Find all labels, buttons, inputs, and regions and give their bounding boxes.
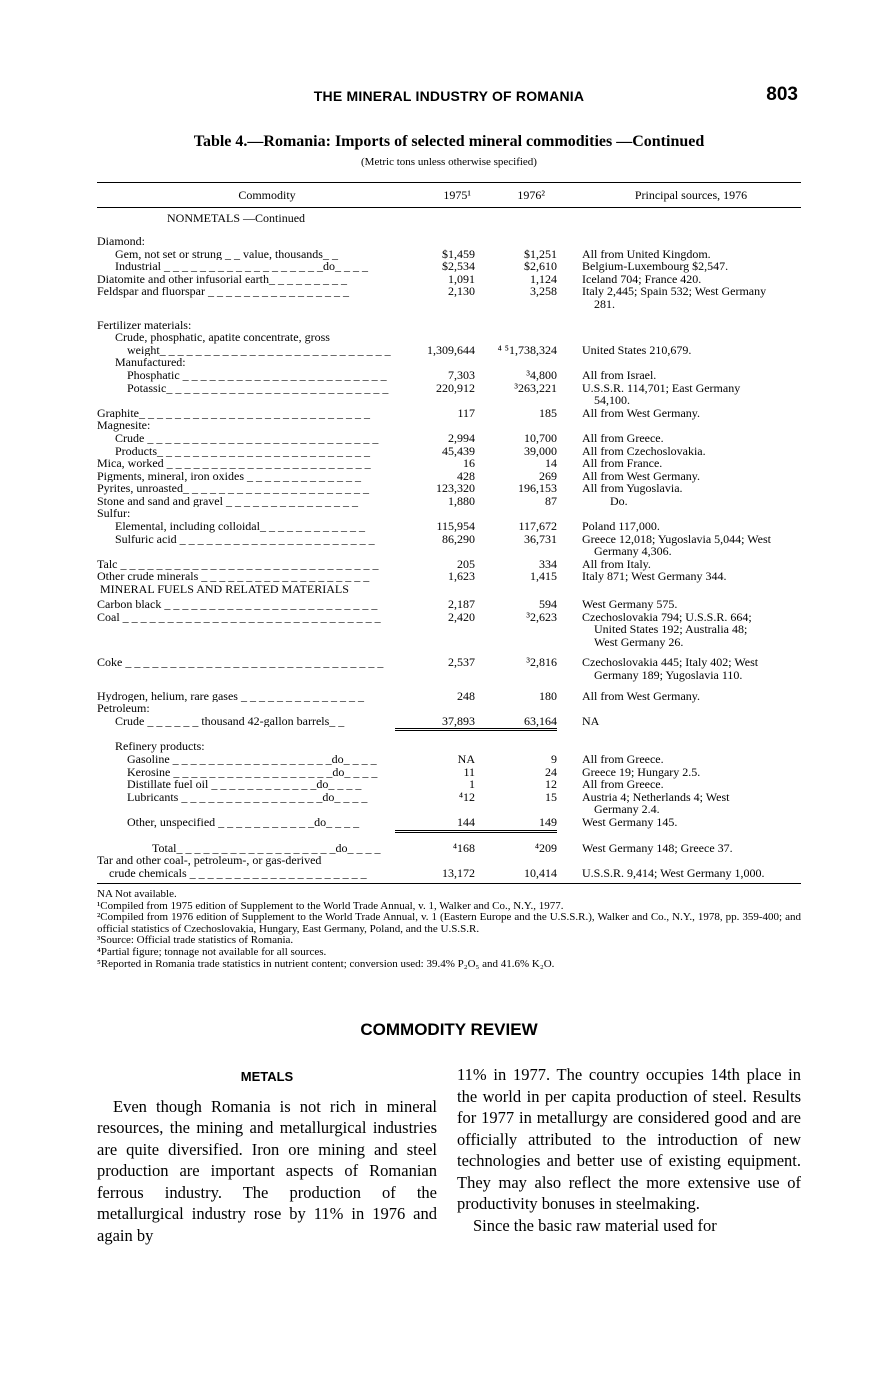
value-1975: 7,303	[448, 367, 475, 382]
commodity-label: Carbon black _ _ _ _ _ _ _ _ _ _ _ _ _ _ _ _ _ _ _ _ _ _ _ _	[97, 598, 378, 611]
value-1975: 45,439	[442, 443, 475, 458]
table-row	[97, 235, 801, 248]
footnote: ³Source: Official trade statistics of Romania.	[97, 934, 294, 947]
running-title: THE MINERAL INDUSTRY OF ROMANIA	[313, 88, 585, 104]
source-line: Italy 871; West Germany 344.	[582, 569, 727, 584]
principal-sources	[582, 495, 829, 508]
source-line: All from Greece.	[582, 777, 664, 792]
value-1976: 1,415	[530, 569, 557, 584]
commodity-label: Distillate fuel oil _ _ _ _ _ _ _ _ _ _ _ _do_ _ _ _	[127, 778, 362, 791]
commodity-label: Other, unspecified _ _ _ _ _ _ _ _ _ _ _do_ _ _ _	[127, 815, 360, 829]
section-heading-row	[97, 583, 801, 598]
commodity-review-heading: COMMODITY REVIEW	[360, 1020, 538, 1039]
principal-sources	[582, 344, 801, 357]
value-1975: 1,309,644	[427, 342, 475, 357]
value-1976: 180	[539, 688, 557, 703]
page-number: 803	[766, 84, 798, 105]
source-line: All from Israel.	[582, 367, 657, 382]
value-1975: 37,893	[442, 713, 475, 728]
value-1976: 9	[551, 751, 557, 766]
value-1976: 1,124	[530, 271, 557, 286]
table-row	[97, 854, 801, 867]
source-line: Austria 4; Netherlands 4; West	[582, 789, 730, 804]
value-1975: ⁴168	[452, 840, 475, 855]
commodity-label: Feldspar and fluorspar _ _ _ _ _ _ _ _ _ _ _ _ _ _ _ _	[97, 285, 349, 298]
commodity-label: Sulfur:	[97, 507, 131, 521]
raw-material-paragraph: Since the basic raw material used for	[473, 1215, 717, 1235]
principal-sources	[582, 778, 801, 791]
commodity-label: Elemental, including colloidal_ _ _ _ _ _ _ _ _ _ _ _	[115, 520, 365, 533]
value-1975: 220,912	[436, 380, 475, 395]
footnote: ²Compiled from 1976 edition of Supplement to the World Trade Annual, v. 1 (Eastern Europe and the U.S.S.R.), Walker and Co., N.Y., 1978, pp. 359-400; and official statistics of Czechoslovakia, Hungary, East Germany, Poland, and the U.S.S.R.	[97, 911, 801, 935]
commodity-label: Coal _ _ _ _ _ _ _ _ _ _ _ _ _ _ _ _ _ _ _ _ _ _ _ _ _ _ _ _ _	[97, 610, 381, 624]
section-label: MINERAL FUELS AND RELATED MATERIALS	[100, 583, 349, 596]
value-1975: 115,954	[436, 519, 475, 534]
column-header-1975: 1975¹	[443, 188, 471, 202]
value-1975: 1,623	[448, 569, 475, 584]
value-1976: 14	[545, 456, 557, 471]
table-footnotes	[97, 889, 801, 970]
value-1976: 36,731	[524, 531, 557, 546]
principal-sources	[582, 533, 801, 558]
source-line: Poland 117,000.	[582, 519, 660, 534]
value-1976: 594	[539, 597, 557, 612]
table-row	[97, 445, 801, 458]
source-line: Czechoslovakia 445; Italy 402; West	[582, 655, 759, 670]
principal-sources	[582, 791, 801, 816]
source-line: West Germany 148; Greece 37.	[582, 840, 733, 855]
value-1975: ⁴12	[458, 789, 475, 804]
commodity-label: Refinery products:	[115, 740, 205, 753]
column-header-sources: Principal sources, 1976	[634, 188, 748, 202]
value-1975: 428	[457, 468, 475, 483]
source-line: All from Yugoslavia.	[582, 481, 683, 496]
table-row	[97, 867, 801, 880]
principal-sources	[582, 611, 801, 649]
principal-sources	[582, 690, 801, 703]
value-1975: 86,290	[442, 531, 475, 546]
text-column-right	[457, 1064, 801, 1236]
table-row	[97, 495, 801, 508]
value-1976: 10,414	[524, 865, 557, 880]
value-1976: ³263,221	[514, 380, 557, 395]
value-1976: 15	[545, 789, 557, 804]
spacer-row	[97, 227, 801, 235]
table-row	[97, 319, 801, 332]
principal-sources	[582, 432, 801, 445]
table-row	[97, 457, 801, 470]
principal-sources	[582, 570, 801, 583]
section-heading-row	[97, 212, 801, 227]
table-row	[97, 753, 801, 766]
table-row	[97, 344, 801, 357]
value-1975: 144	[457, 814, 475, 829]
table-row	[97, 331, 801, 344]
principal-sources	[582, 715, 801, 728]
footnote: ⁵Reported in Romania trade statistics in nutrient content; conversion used: 39.4% P₂O₅ and 41.6% K₂O.	[97, 957, 555, 970]
table-row	[97, 598, 801, 611]
commodity-label: Diamond:	[97, 235, 145, 248]
subtotal-rule-line	[395, 830, 557, 831]
table-row	[97, 702, 801, 715]
column-header-1976: 1976²	[517, 188, 545, 202]
commodity-label: Products_ _ _ _ _ _ _ _ _ _ _ _ _ _ _ _ _ _ _ _ _ _ _ _	[115, 444, 370, 458]
source-line: West Germany 26.	[594, 634, 684, 649]
table-row	[97, 520, 801, 533]
source-line: All from West Germany.	[582, 405, 701, 420]
source-line: West Germany 575.	[582, 597, 678, 612]
value-1975: 2,994	[448, 430, 475, 445]
source-line: All from Greece.	[582, 430, 664, 445]
principal-sources	[582, 382, 801, 407]
table-row	[97, 482, 801, 495]
source-line: All from Greece.	[582, 751, 664, 766]
principal-sources	[582, 867, 801, 880]
source-line: Do.	[610, 493, 628, 508]
value-1975: 11	[463, 764, 475, 779]
commodity-label: Potassic_ _ _ _ _ _ _ _ _ _ _ _ _ _ _ _ _ _ _ _ _ _ _ _ _	[127, 381, 389, 395]
value-1975: 2,187	[448, 597, 475, 612]
value-1976: ⁴ ⁵1,738,324	[497, 342, 557, 357]
value-1976: 3,258	[530, 284, 557, 299]
table-row	[97, 382, 801, 407]
value-1976: ³4,800	[526, 367, 557, 382]
value-1975: 2,130	[448, 284, 475, 299]
value-1976: 39,000	[524, 443, 557, 458]
table-subtitle: (Metric tons unless otherwise specified)	[361, 156, 537, 168]
commodity-label: Lubricants _ _ _ _ _ _ _ _ _ _ _ _ _ _ _ _do_ _ _ _	[127, 790, 368, 804]
value-1976: 12	[545, 777, 557, 792]
value-1976: 87	[545, 493, 557, 508]
value-1975: 1,091	[448, 271, 475, 286]
principal-sources	[582, 482, 801, 495]
column-header-commodity: Commodity	[238, 188, 296, 202]
imports-table	[97, 182, 801, 884]
source-line: West Germany 145.	[582, 814, 678, 829]
table-row	[97, 656, 801, 681]
value-1976: $2,610	[524, 259, 557, 274]
value-1976: 185	[539, 405, 557, 420]
table-row	[97, 791, 801, 816]
value-1976: 334	[539, 556, 557, 571]
subtotal-rule-line	[395, 730, 557, 731]
value-1975: $1,459	[442, 246, 475, 261]
source-line: United States 210,679.	[582, 342, 692, 357]
table-row	[97, 816, 801, 829]
value-1975: 2,420	[448, 609, 475, 624]
principal-sources	[582, 656, 801, 681]
commodity-label: Manufactured:	[115, 356, 186, 369]
spacer-row	[97, 732, 801, 740]
footnote: NA Not available.	[97, 888, 177, 900]
table-body	[97, 208, 801, 883]
commodity-label: Pigments, mineral, iron oxides _ _ _ _ _ _ _ _ _ _ _ _ _	[97, 469, 361, 483]
table-row	[97, 778, 801, 791]
commodity-label: crude chemicals _ _ _ _ _ _ _ _ _ _ _ _ _ _ _ _ _ _ _ _	[109, 866, 367, 880]
source-line: Belgium-Luxembourg $2,547.	[582, 259, 729, 274]
commodity-label: Diatomite and other infusorial earth_ _ _ _ _ _ _ _ _	[97, 272, 347, 286]
value-1976: ⁴209	[534, 840, 557, 855]
value-1975: $2,534	[442, 259, 475, 274]
principal-sources	[582, 842, 801, 855]
source-line: 281.	[594, 296, 615, 311]
section-label: NONMETALS —Continued	[167, 212, 306, 225]
principal-sources	[582, 598, 801, 611]
commodity-label: Total_ _ _ _ _ _ _ _ _ _ _ _ _ _ _ _ _ _do_ _ _ _	[152, 841, 381, 855]
principal-sources	[582, 520, 801, 533]
source-line: Germany 189; Yugoslavia 110.	[594, 668, 743, 683]
table-row	[97, 766, 801, 779]
source-line: Greece 12,018; Yugoslavia 5,044; West	[582, 531, 771, 546]
source-line: 54,100.	[594, 393, 630, 408]
value-1976: 196,153	[518, 481, 557, 496]
value-1975: 117	[457, 405, 475, 420]
value-1976: 117,672	[518, 519, 557, 534]
table-row	[97, 740, 801, 753]
value-1976: 63,164	[524, 713, 557, 728]
source-line: All from Italy.	[582, 556, 651, 571]
commodity-label: Tar and other coal-, petroleum-, or gas-derived	[97, 854, 322, 867]
value-1975: 123,320	[436, 481, 475, 496]
table-row	[97, 369, 801, 382]
commodity-label: Pyrites, unroasted_ _ _ _ _ _ _ _ _ _ _ _ _ _ _ _ _ _ _ _ _	[97, 482, 369, 495]
commodity-label: Crude _ _ _ _ _ _ thousand 42-gallon barrels_ _	[115, 714, 345, 728]
table-row	[97, 842, 801, 855]
source-line: United States 192; Australia 48;	[594, 622, 748, 637]
commodity-label: Crude, phosphatic, apatite concentrate, gross	[115, 331, 330, 344]
source-line: Iceland 704; France 420.	[582, 271, 702, 286]
principal-sources	[582, 369, 801, 382]
value-1975: 205	[457, 556, 475, 571]
footnote: ¹Compiled from 1975 edition of Supplement to the World Trade Annual, v. 1, Walker and Co., N.Y., 1977.	[97, 899, 564, 912]
commodity-label: Phosphatic _ _ _ _ _ _ _ _ _ _ _ _ _ _ _ _ _ _ _ _ _ _ _	[127, 368, 387, 382]
value-1975: NA	[457, 751, 475, 766]
table-row	[97, 260, 801, 273]
source-line: Czechoslovakia 794; U.S.S.R. 664;	[582, 609, 752, 624]
page-header	[97, 86, 801, 110]
table-row	[97, 715, 801, 728]
commodity-label: Kerosine _ _ _ _ _ _ _ _ _ _ _ _ _ _ _ _ _ _do_ _ _ _	[127, 765, 378, 779]
commodity-label: Mica, worked _ _ _ _ _ _ _ _ _ _ _ _ _ _ _ _ _ _ _ _ _ _ _	[97, 457, 371, 470]
metals-paragraph: Even though Romania is not rich in mineral resources, the mining and metallurgical industries are quite diversified. Iron ore mining and steel production are important aspects of Romanian ferrous industry. The production of the metallurgical industry rose by 11% in 1976 and again by	[97, 1096, 437, 1245]
commodity-label: Fertilizer materials:	[97, 318, 192, 332]
value-1976: $1,251	[524, 246, 557, 261]
table-row	[97, 570, 801, 583]
commodity-label: weight_ _ _ _ _ _ _ _ _ _ _ _ _ _ _ _ _ _ _ _ _ _ _ _ _ _	[127, 343, 391, 357]
principal-sources	[582, 816, 801, 829]
commodity-label: Magnesite:	[97, 419, 151, 432]
value-1976: 269	[539, 468, 557, 483]
value-1975: 248	[457, 688, 475, 703]
source-line: Greece 19; Hungary 2.5.	[582, 764, 701, 779]
metals-paragraph-continued: 11% in 1977. The country occupies 14th place in the world in per capita production of steel. Results for 1977 in metallurgy are considered good and are officially attributed to the introduction of new technologies and better use of existing equipment. They may also reflect the more extensive use of productivity bonuses in steelmaking.	[457, 1065, 801, 1213]
commodity-label: Graphite_ _ _ _ _ _ _ _ _ _ _ _ _ _ _ _ _ _ _ _ _ _ _ _ _ _	[97, 406, 370, 420]
value-1976: ³2,816	[526, 655, 557, 670]
commodity-label: Other crude minerals _ _ _ _ _ _ _ _ _ _ _ _ _ _ _ _ _ _ _	[97, 570, 370, 584]
commodity-label: Sulfuric acid _ _ _ _ _ _ _ _ _ _ _ _ _ _ _ _ _ _ _ _ _ _	[115, 532, 375, 546]
subtotal-rule-line	[395, 832, 557, 833]
commodity-label: Petroleum:	[97, 702, 150, 715]
principal-sources	[582, 457, 801, 470]
table-row	[97, 432, 801, 445]
commodity-label: Stone and sand and gravel _ _ _ _ _ _ _ _ _ _ _ _ _ _ _	[97, 494, 358, 508]
value-1975: 16	[463, 456, 475, 471]
footnote: ⁴Partial figure; tonnage not available for all sources.	[97, 945, 327, 958]
commodity-label: Coke _ _ _ _ _ _ _ _ _ _ _ _ _ _ _ _ _ _ _ _ _ _ _ _ _ _ _ _ _	[97, 656, 384, 670]
spacer-row	[97, 311, 801, 319]
value-1975: 2,537	[448, 655, 475, 670]
source-line: All from United Kingdom.	[582, 246, 711, 261]
principal-sources	[582, 407, 801, 420]
source-line: All from West Germany.	[582, 688, 701, 703]
source-line: U.S.S.R. 9,414; West Germany 1,000.	[582, 865, 765, 880]
commodity-label: Hydrogen, helium, rare gases _ _ _ _ _ _ _ _ _ _ _ _ _ _	[97, 689, 364, 703]
value-1975: 1	[469, 777, 475, 792]
source-line: Italy 2,445; Spain 532; West Germany	[582, 284, 767, 299]
source-line: All from West Germany.	[582, 468, 701, 483]
commodity-label: Gasoline _ _ _ _ _ _ _ _ _ _ _ _ _ _ _ _ _ _do_ _ _ _	[127, 752, 377, 766]
source-line: All from Czechoslovakia.	[582, 443, 706, 458]
principal-sources	[582, 753, 801, 766]
value-1975: 1,880	[448, 493, 475, 508]
commodity-label: Industrial _ _ _ _ _ _ _ _ _ _ _ _ _ _ _ _ _ _do_ _ _ _	[115, 260, 368, 273]
table-header-row	[97, 183, 801, 208]
value-1976: 24	[545, 764, 557, 779]
table-row	[97, 533, 801, 558]
table-row	[97, 611, 801, 649]
value-1976: ³2,623	[526, 609, 557, 624]
value-1976: 10,700	[524, 430, 557, 445]
source-line: All from France.	[582, 456, 663, 471]
principal-sources	[582, 285, 801, 310]
source-line: Germany 2.4.	[594, 802, 660, 817]
table-row	[97, 285, 801, 310]
table-title: Table 4.—Romania: Imports of selected mineral commodities —Continued	[193, 133, 705, 150]
source-line: NA	[582, 713, 600, 728]
table-row	[97, 407, 801, 420]
source-line: Germany 4,306.	[594, 544, 672, 559]
table-row	[97, 690, 801, 703]
principal-sources	[582, 260, 801, 273]
text-column-left	[97, 1064, 437, 1246]
subtotal-rule-line	[395, 728, 557, 729]
commodity-label: Crude _ _ _ _ _ _ _ _ _ _ _ _ _ _ _ _ _ _ _ _ _ _ _ _ _ _	[115, 431, 379, 445]
source-line: U.S.S.R. 114,701; East Germany	[582, 380, 741, 395]
commodity-label: Talc _ _ _ _ _ _ _ _ _ _ _ _ _ _ _ _ _ _ _ _ _ _ _ _ _ _ _ _ _	[97, 557, 379, 571]
value-1975: 13,172	[442, 865, 475, 880]
metals-heading: METALS	[240, 1069, 294, 1084]
value-1976: 149	[539, 814, 557, 829]
commodity-label: Gem, not set or strung _ _ value, thousands_ _	[115, 247, 338, 261]
